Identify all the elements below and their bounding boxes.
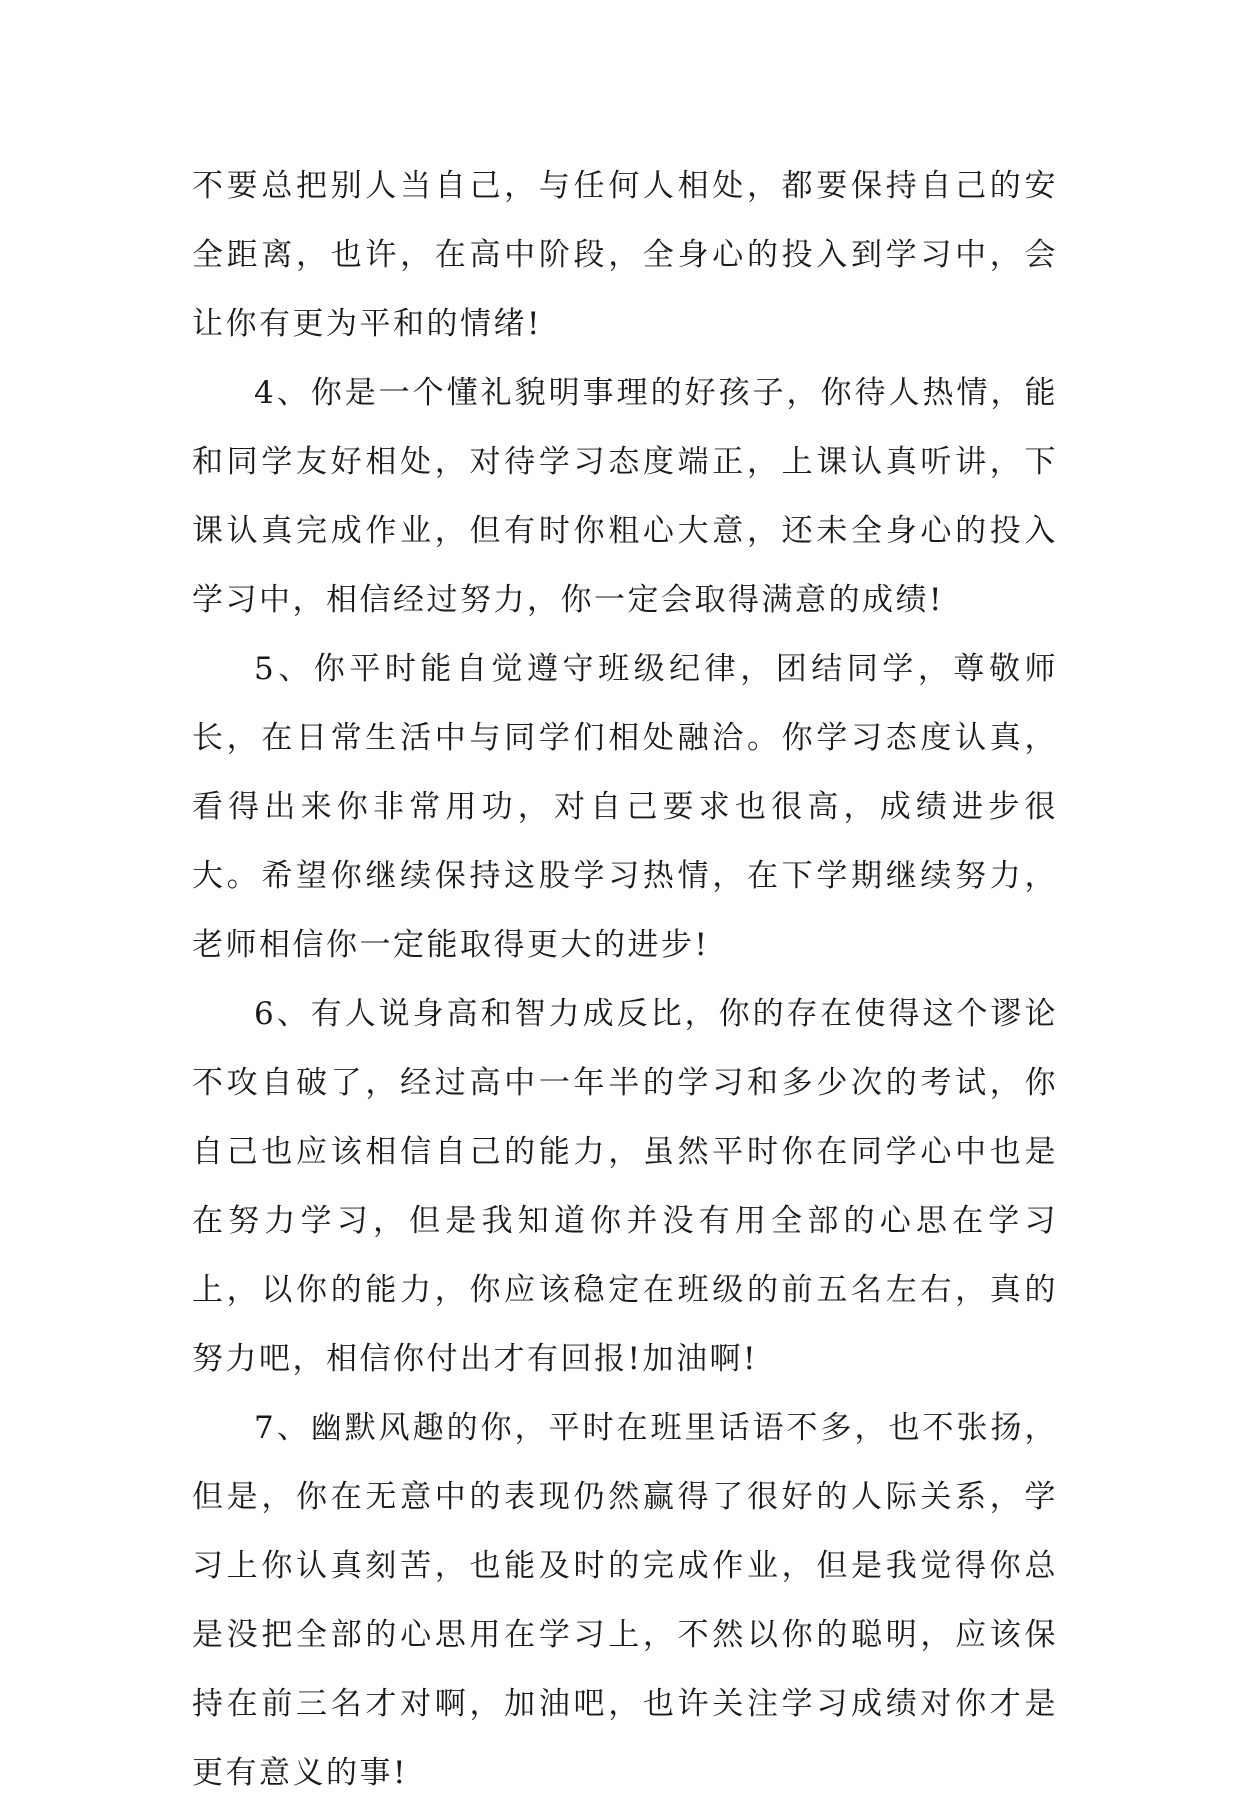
document-body [192,152,1058,1808]
paragraph-comment-4: 4、你是一个懂礼貌明事理的好孩子，你待人热情，能和同学友好相处，对待学习态度端正，上课认真听讲，下课认真完成作业，但有时你粗心大意，还未全身心的投入学习中，相信经过努力，你一定会取得满意的成绩! [192,375,1058,618]
paragraph-comment-7: 7、幽默风趣的你，平时在班里话语不多，也不张扬，但是，你在无意中的表现仍然赢得了很好的人际关系，学习上你认真刻苦，也能及时的完成作业，但是我觉得你总是没把全部的心思用在学习上，不然以你的聪明，应该保持在前三名才对啊，加油吧，也许关注学习成绩对你才是更有意义的事! [192,1410,1058,1791]
paragraph-comment-5: 5、你平时能自觉遵守班级纪律，团结同学，尊敬师长，在日常生活中与同学们相处融洽。你学习态度认真，看得出来你非常用功，对自己要求也很高，成绩进步很大。希望你继续保持这股学习热情，在下学期继续努力，老师相信你一定能取得更大的进步! [192,651,1058,963]
paragraph-continuation: 不要总把别人当自己，与任何人相处，都要保持自己的安全距离，也许，在高中阶段，全身心的投入到学习中，会让你有更为平和的情绪! [192,168,1058,342]
paragraph-comment-6: 6、有人说身高和智力成反比，你的存在使得这个谬论不攻自破了，经过高中一年半的学习和多少次的考试，你自己也应该相信自己的能力，虽然平时你在同学心中也是在努力学习，但是我知道你并没有用全部的心思在学习上，以你的能力，你应该稳定在班级的前五名左右，真的努力吧，相信你付出才有回报!加油啊! [192,996,1058,1377]
